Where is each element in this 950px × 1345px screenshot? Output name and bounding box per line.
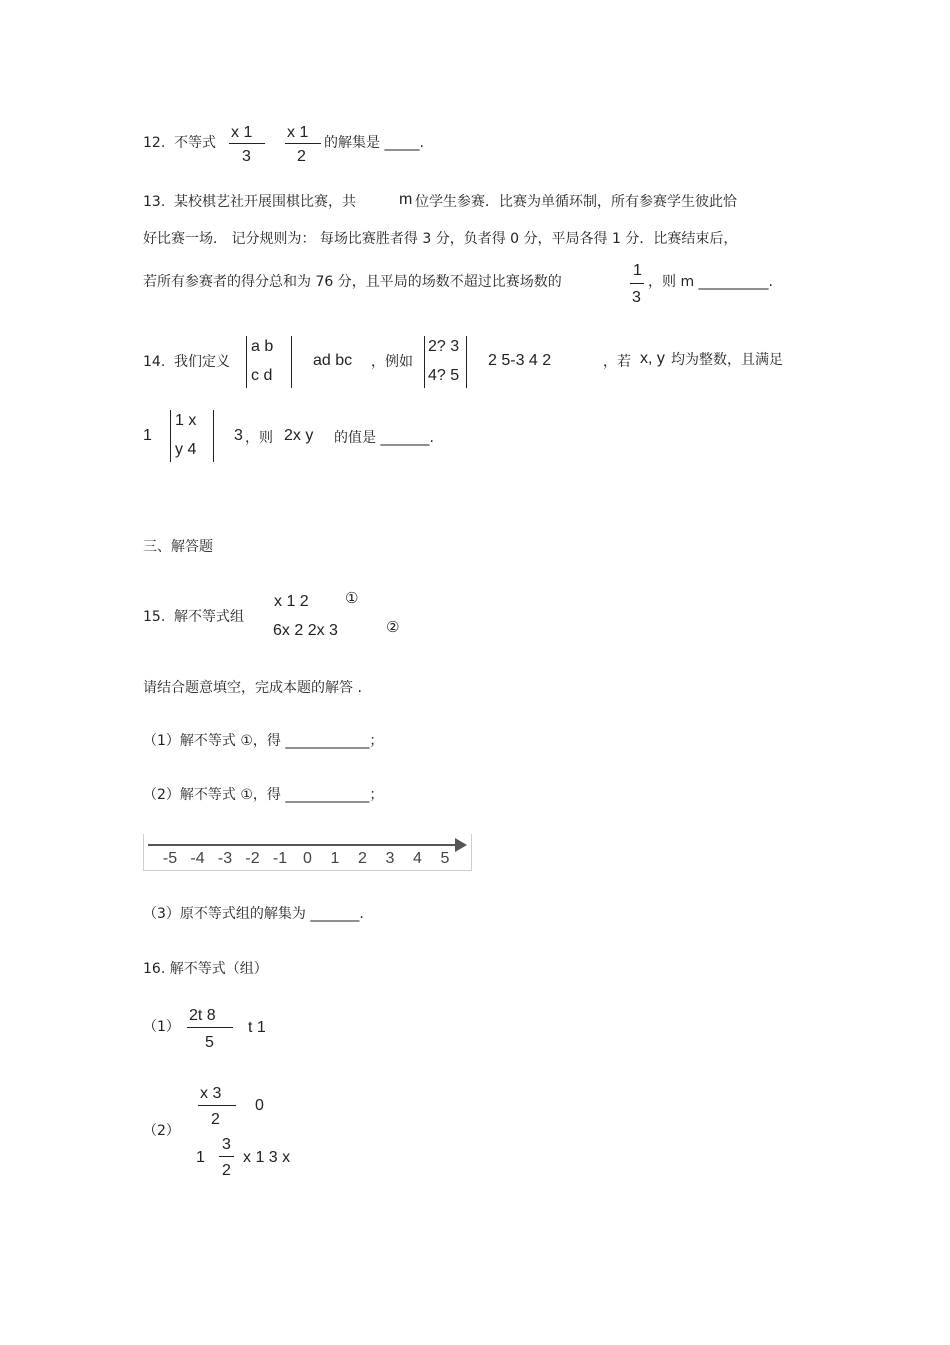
q16-p2b-denominator: 2: [222, 1162, 231, 1179]
number-line-tick-label: 1: [330, 850, 340, 867]
q15-number: 15.: [143, 609, 166, 625]
q15-step1: （1）解不等式 ①，得 ____________；: [143, 733, 384, 749]
determinant-bar: [213, 410, 214, 462]
q13-m: m: [399, 191, 413, 208]
q14-formula: ad bc: [313, 352, 353, 369]
q13-frac-numerator: 1: [633, 262, 642, 279]
q16-title: 16. 解不等式（组）: [143, 961, 268, 977]
fraction-bar: [187, 1027, 233, 1028]
q14-one: 1: [143, 427, 152, 444]
q13-line2: 好比赛一场． 记分规则为： 每场比赛胜者得 3 分，负者得 0 分，平局各得 1 分．比赛结束后，: [143, 231, 738, 247]
fraction-bar: [229, 143, 265, 144]
q13-line1a: 某校棋艺社开展围棋比赛，共: [174, 194, 356, 210]
q16-p2a-rest: 0: [255, 1097, 264, 1114]
circled-1-icon: ①: [345, 589, 359, 607]
q13-line3b: ，则 m __________.: [648, 274, 773, 290]
number-line-tick-label: 5: [440, 850, 450, 867]
number-line-tick-label: -5: [162, 850, 178, 867]
q14-det1-row1: a b: [251, 338, 274, 355]
q15-instruction: 请结合题意填空，完成本题的解答 .: [143, 680, 362, 696]
q15-step3: （3）原不等式组的解集为 _______.: [143, 906, 364, 922]
q14-ruo: ，若: [603, 354, 631, 370]
number-line-tick-label: 3: [385, 850, 395, 867]
q14-example: ，例如: [371, 354, 413, 370]
q12-frac2-numerator: x 1: [287, 124, 309, 141]
number-line-tick-label: 4: [413, 850, 422, 867]
q13-line3a: 若所有参赛者的得分总和为 76 分，且平局的场数不超过比赛场数的: [143, 274, 562, 290]
q14-expression: 2x y: [284, 427, 314, 444]
q14-number: 14.: [143, 354, 166, 370]
number-line-axis: [148, 844, 457, 846]
q14-ze: ，则: [245, 430, 273, 446]
determinant-bar: [246, 336, 247, 388]
fraction-bar: [630, 283, 644, 284]
q14-det3-row1: 1 x: [175, 412, 197, 429]
q13-number: 13.: [143, 194, 166, 210]
determinant-bar: [291, 336, 292, 388]
determinant-bar: [466, 336, 467, 388]
q14-condition: 均为整数，且满足: [671, 352, 783, 368]
q16-p2a-numerator: x 3: [200, 1085, 222, 1102]
circled-2-icon: ②: [386, 618, 400, 636]
q14-tail: 的值是 _______.: [334, 430, 434, 446]
q14-prefix: 我们定义: [174, 354, 230, 370]
arrow-right-icon: [455, 838, 467, 852]
number-line-tick-label: 0: [303, 850, 312, 867]
q14-det3-row2: y 4: [175, 441, 197, 458]
q16-p2a-denominator: 2: [211, 1111, 220, 1128]
q16-p2b-one: 1: [196, 1149, 205, 1166]
q12-frac1-numerator: x 1: [231, 124, 253, 141]
number-line-tick-label: 2: [358, 850, 367, 867]
q16-p2b-rest: x 1 3 x: [243, 1149, 291, 1166]
number-line: [143, 834, 472, 871]
number-line-tick-label: -4: [190, 850, 205, 867]
q12-suffix: 的解集是 _____.: [324, 135, 424, 151]
q14-det1-row2: c d: [251, 367, 273, 384]
q15-prefix: 解不等式组: [174, 609, 244, 625]
q12-frac1-denominator: 3: [242, 148, 251, 165]
q15-inequality-2: 6x 2 2x 3: [273, 622, 338, 639]
number-line-tick-label: -2: [245, 850, 260, 867]
determinant-bar: [170, 410, 171, 462]
q14-xy: x, y: [640, 350, 665, 367]
number-line-tick-label: -3: [217, 850, 233, 867]
q12-prefix: 不等式: [174, 135, 216, 151]
q13-frac-denominator: 3: [632, 289, 641, 306]
q15-inequality-1: x 1 2: [274, 593, 309, 610]
fraction-bar: [285, 143, 321, 144]
q16-p1-rest: t 1: [248, 1019, 266, 1036]
q14-det2-row2: 4? 5: [428, 367, 460, 384]
q13-line1b: 位学生参赛．比赛为单循环制，所有参赛学生彼此恰: [415, 194, 737, 210]
fraction-bar: [198, 1105, 236, 1106]
q16-part2-label: （2）: [143, 1123, 180, 1139]
q14-det2-row1: 2? 3: [428, 338, 460, 355]
q16-p2b-numerator: 3: [222, 1136, 231, 1153]
q12-frac2-denominator: 2: [297, 148, 306, 165]
number-line-tick-label: -1: [272, 850, 288, 867]
q16-part1-label: （1）: [143, 1019, 180, 1035]
section-heading: 三、解答题: [143, 539, 213, 555]
fraction-bar: [219, 1156, 234, 1157]
q14-calc: 2 5-3 4 2: [488, 352, 552, 369]
q16-p1-denominator: 5: [205, 1034, 214, 1051]
determinant-bar: [424, 336, 425, 388]
q12-number: 12.: [143, 135, 166, 151]
q15-step2: （2）解不等式 ①，得 ____________；: [143, 787, 384, 803]
q16-p1-numerator: 2t 8: [189, 1007, 216, 1024]
q14-three: 3: [234, 427, 243, 444]
